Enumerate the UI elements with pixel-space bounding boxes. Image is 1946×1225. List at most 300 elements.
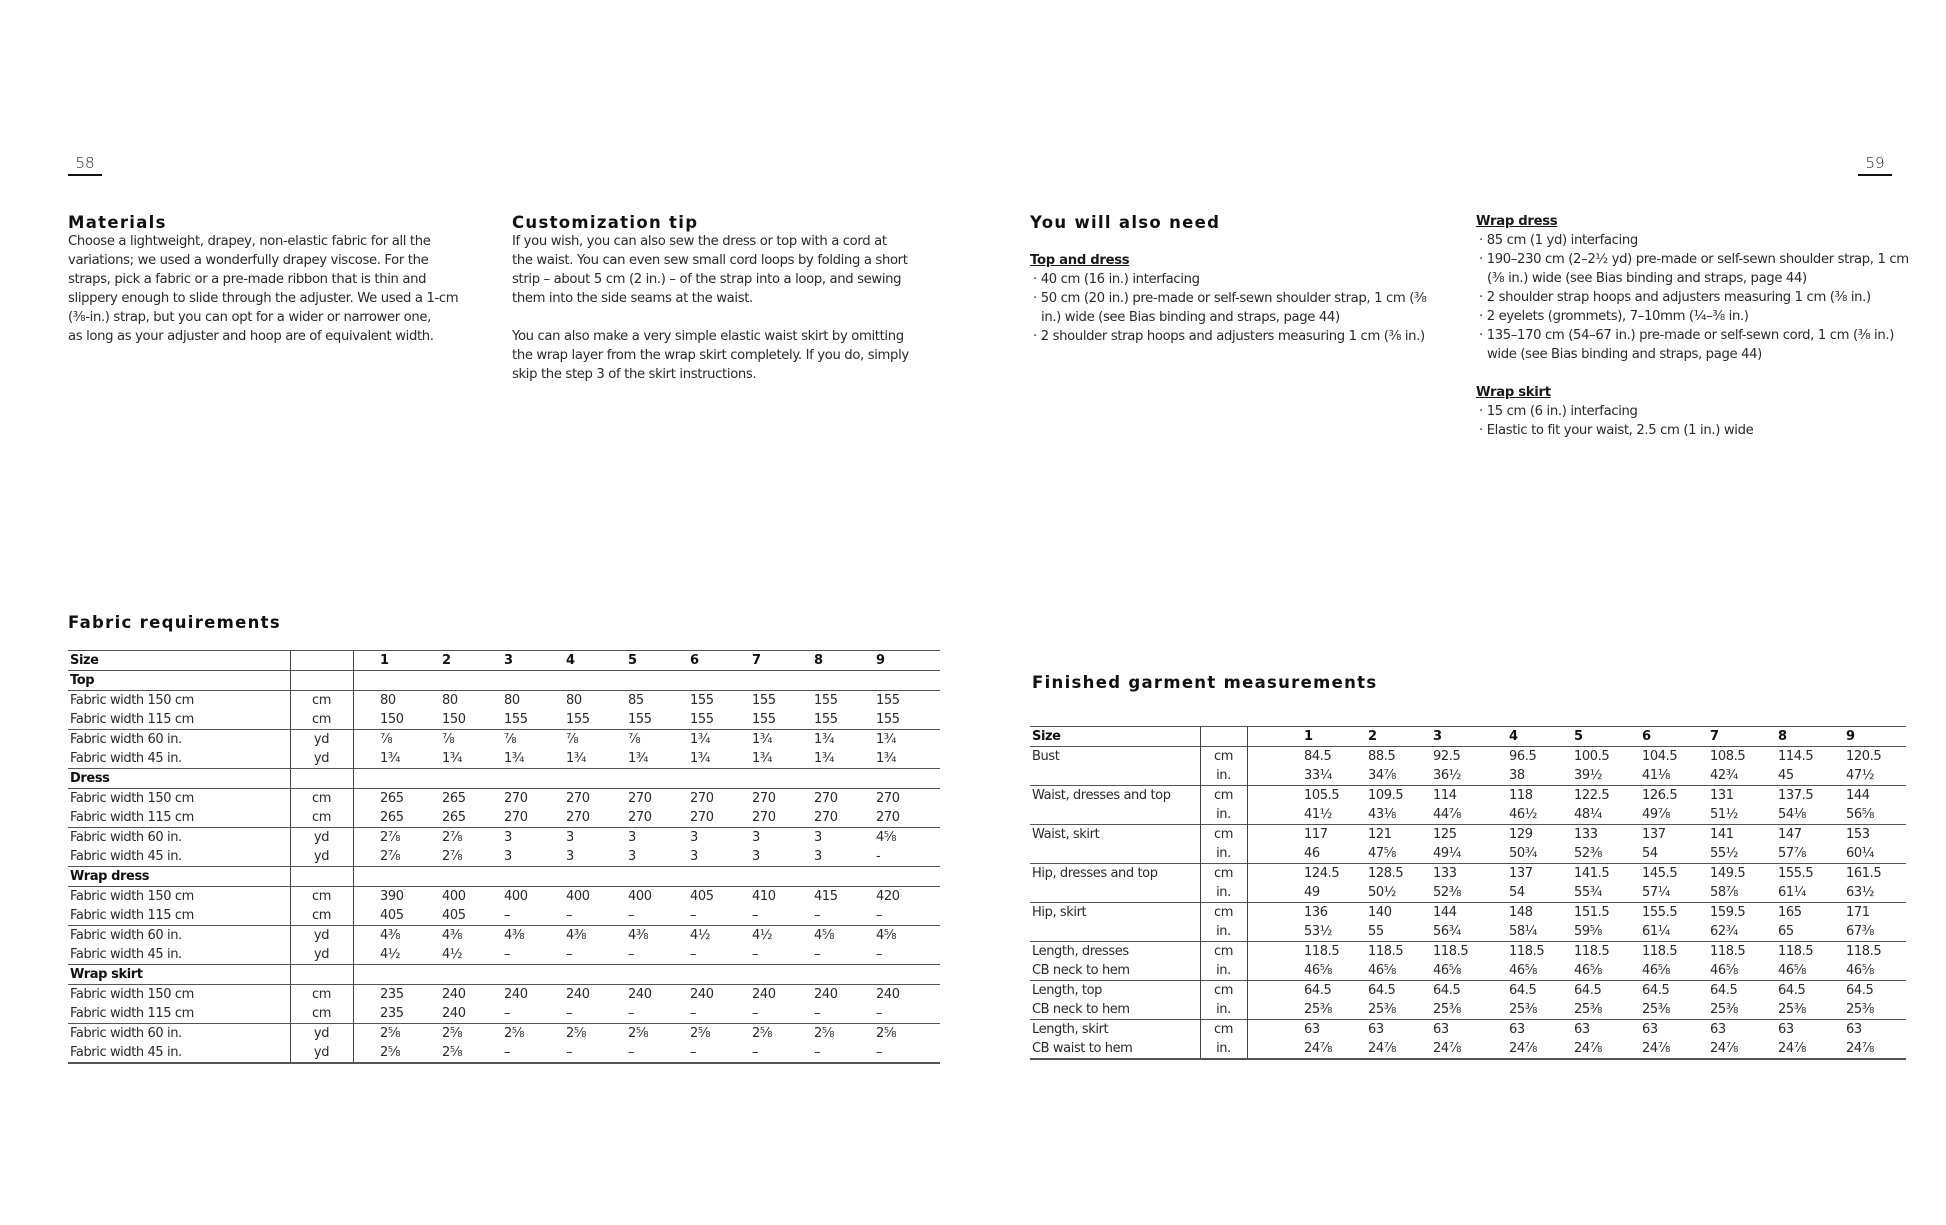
value-cell: ⅞ (624, 730, 686, 750)
measurement-row-in (1030, 883, 1906, 903)
value-cell: 155 (690, 712, 714, 727)
value-cm: 118 (1505, 786, 1570, 806)
value-cell: 3 (562, 828, 624, 848)
value-cm: 161.5 (1842, 864, 1903, 884)
value-cell: 405 (380, 908, 404, 923)
value-cell: – (752, 947, 759, 962)
empty-cell (872, 769, 935, 789)
measurement-row-in (1030, 961, 1906, 981)
size-header: 9 (872, 651, 935, 671)
value-cell: 2⅝ (872, 1024, 935, 1044)
value-in: 62¾ (1710, 924, 1738, 939)
spacer (1247, 942, 1300, 962)
value-cm: 118.5 (1300, 942, 1364, 962)
table-row (68, 730, 940, 750)
value-cell: 155 (628, 712, 652, 727)
value-cell: 80 (438, 691, 500, 711)
value-cm: 118.5 (1570, 942, 1638, 962)
table-row (68, 985, 940, 1005)
empty-cell (562, 671, 624, 691)
spacer (1247, 981, 1300, 1001)
customization-title: Customization tip (512, 213, 699, 232)
value-cell: 3 (748, 828, 810, 848)
value-cell: – (504, 908, 511, 923)
value-cell: 400 (500, 887, 562, 907)
wrap-dress-heading: Wrap dress (1476, 214, 1558, 229)
value-cell: 270 (566, 810, 590, 825)
value-cm: 159.5 (1706, 903, 1774, 923)
spacer (353, 985, 376, 1005)
value-in: 61¼ (1642, 924, 1670, 939)
unit-cell: in. (1200, 922, 1247, 942)
value-in: 24⅞ (1429, 1039, 1505, 1059)
measurement-row-in (1030, 922, 1906, 942)
value-cell: – (876, 908, 883, 923)
value-cm: 136 (1300, 903, 1364, 923)
unit-cell: cm (1200, 1020, 1247, 1040)
unit-cell: in. (1200, 961, 1247, 981)
value-cell: 270 (690, 810, 714, 825)
unit-cell: cm (290, 985, 353, 1005)
value-in: 52⅜ (1433, 885, 1461, 900)
value-in: 24⅞ (1300, 1039, 1364, 1059)
value-in: 49 (1304, 885, 1320, 900)
value-cell: 155 (686, 691, 748, 711)
value-cell: – (628, 908, 635, 923)
size-header: 5 (624, 651, 686, 671)
value-cell: 3 (566, 849, 574, 864)
materials-text (68, 232, 498, 346)
value-cm: 92.5 (1429, 747, 1505, 767)
value-cell: – (752, 1006, 759, 1021)
unit-cell: cm (1200, 942, 1247, 962)
value-cell: 405 (442, 908, 466, 923)
measurement-row-cm (1030, 903, 1906, 923)
value-cell: 270 (810, 789, 872, 809)
spacer (1903, 805, 1906, 825)
unit-cell: in. (1200, 883, 1247, 903)
value-cm: 133 (1429, 864, 1505, 884)
empty-cell (748, 965, 810, 985)
row-label-sub: CB neck to hem (1032, 1002, 1130, 1017)
size-header: 3 (500, 651, 562, 671)
value-in: 53½ (1304, 924, 1332, 939)
value-cell: 240 (810, 985, 872, 1005)
table-row (68, 1004, 940, 1024)
spacer (1903, 1039, 1906, 1059)
size-header: 3 (1429, 727, 1505, 747)
value-cell: 3 (814, 849, 822, 864)
value-cell: – (810, 1043, 872, 1063)
empty-cell (438, 671, 500, 691)
unit-cell: cm (1200, 903, 1247, 923)
value-cell: 1¾ (810, 730, 872, 750)
text-line: You can also make a very simple elastic waist skirt by omitting (512, 329, 904, 344)
measurement-row-in (1030, 1000, 1906, 1020)
value-in: 25⅜ (1846, 1002, 1874, 1017)
unit-cell (290, 671, 353, 691)
value-cell: 270 (752, 810, 776, 825)
value-cell: – (566, 947, 573, 962)
value-in: 51½ (1710, 807, 1738, 822)
value-cm: 151.5 (1570, 903, 1638, 923)
value-cm: 122.5 (1570, 786, 1638, 806)
size-header: 6 (686, 651, 748, 671)
value-in: 55½ (1710, 846, 1738, 861)
value-cell: 1¾ (752, 751, 773, 766)
value-cell: 155 (810, 691, 872, 711)
empty-cell (376, 671, 438, 691)
table-row (68, 828, 940, 848)
page-number-left: 58 (68, 154, 102, 176)
size-header: 2 (1364, 727, 1429, 747)
value-cell: 415 (810, 887, 872, 907)
value-cell: 400 (562, 887, 624, 907)
row-label: Fabric width 150 cm (68, 985, 290, 1005)
value-cm: 64.5 (1774, 981, 1842, 1001)
empty-cell (562, 867, 624, 887)
value-in: 25⅜ (1778, 1002, 1806, 1017)
empty-cell (438, 965, 500, 985)
value-cell: – (628, 1006, 635, 1021)
table-row (68, 887, 940, 907)
size-header: 7 (1706, 727, 1774, 747)
value-cm: 88.5 (1364, 747, 1429, 767)
empty-cell (686, 769, 748, 789)
value-in: 65 (1778, 924, 1794, 939)
spacer (935, 945, 940, 965)
value-cell: 3 (810, 828, 872, 848)
table-row (68, 1024, 940, 1044)
unit-cell: in. (1200, 844, 1247, 864)
spacer (353, 749, 376, 769)
value-cell: 4⅜ (624, 926, 686, 946)
list-item: · 50 cm (20 in.) pre-made or self-sewn shoulder strap, 1 cm (⅜ in.) wide (see Bias binding and straps, page 44) (1030, 289, 1430, 327)
spacer (1247, 844, 1300, 864)
value-in: 54 (1509, 885, 1525, 900)
value-cell: 4½ (380, 947, 401, 962)
spacer (935, 710, 940, 730)
value-in: 25⅜ (1433, 1002, 1461, 1017)
value-cm: 129 (1505, 825, 1570, 845)
spacer (1903, 766, 1906, 786)
value-in: 63½ (1846, 885, 1874, 900)
value-cell: 270 (748, 789, 810, 809)
value-cm: 165 (1774, 903, 1842, 923)
value-cell: – (566, 1006, 573, 1021)
value-cell: – (504, 1006, 511, 1021)
value-in: 46⅝ (1574, 963, 1602, 978)
value-cell: – (624, 1043, 686, 1063)
empty-cell (748, 671, 810, 691)
value-cm: 63 (1505, 1020, 1570, 1040)
value-cell: – (814, 947, 821, 962)
value-cm: 137 (1505, 864, 1570, 884)
list-item: · 40 cm (16 in.) interfacing (1030, 270, 1430, 289)
value-in: 57¼ (1642, 885, 1670, 900)
value-in: 52⅜ (1574, 846, 1602, 861)
value-cell: 1¾ (872, 730, 935, 750)
spacer (1903, 883, 1906, 903)
row-label-sub (1030, 922, 1200, 942)
value-in: 57⅞ (1778, 846, 1806, 861)
value-cell: 3 (690, 849, 698, 864)
unit-cell: cm (1200, 864, 1247, 884)
unit-cell: cm (290, 1004, 353, 1024)
value-cell: 270 (624, 789, 686, 809)
row-label: Length, skirt (1030, 1020, 1200, 1040)
value-cell: 150 (442, 712, 466, 727)
value-in: 58⅞ (1710, 885, 1738, 900)
finished-measurements-table (1030, 726, 1906, 1060)
empty-cell (438, 769, 500, 789)
value-in: 54⅛ (1778, 807, 1806, 822)
value-in: 24⅞ (1774, 1039, 1842, 1059)
unit-cell: yd (290, 926, 353, 946)
row-label: Fabric width 60 in. (68, 926, 290, 946)
value-cell: 2⅝ (438, 1024, 500, 1044)
value-cell: 235 (376, 985, 438, 1005)
value-cm: 108.5 (1706, 747, 1774, 767)
spacer (1903, 825, 1906, 845)
row-label-sub: CB waist to hem (1030, 1039, 1200, 1059)
unit-cell: cm (290, 710, 353, 730)
value-cell: 3 (628, 849, 636, 864)
value-cm: 109.5 (1364, 786, 1429, 806)
value-cell: 270 (872, 789, 935, 809)
value-cell: 410 (748, 887, 810, 907)
value-cm: 63 (1706, 1020, 1774, 1040)
row-label: Fabric width 115 cm (70, 908, 194, 923)
value-cm: 149.5 (1706, 864, 1774, 884)
value-cell: 240 (624, 985, 686, 1005)
value-cell: – (814, 1006, 821, 1021)
value-cm: 121 (1364, 825, 1429, 845)
row-label: Fabric width 115 cm (70, 810, 194, 825)
unit-cell: cm (290, 808, 353, 828)
unit-header (290, 651, 353, 671)
materials-line: variations; we used a wonderfully drapey viscose. For the (68, 253, 429, 268)
value-in: 43⅛ (1368, 807, 1396, 822)
row-label: Bust (1030, 747, 1200, 767)
unit-cell (290, 867, 353, 887)
value-cm: 118.5 (1364, 942, 1429, 962)
value-cell: 265 (376, 789, 438, 809)
value-cm: 63 (1300, 1020, 1364, 1040)
value-in: 25⅜ (1509, 1002, 1537, 1017)
value-cm: 155.5 (1774, 864, 1842, 884)
measurement-row-in (1030, 805, 1906, 825)
value-cm: 118.5 (1706, 942, 1774, 962)
row-label: Fabric width 60 in. (68, 1024, 290, 1044)
table-row (68, 691, 940, 711)
value-cell: 240 (442, 1006, 466, 1021)
empty-cell (686, 965, 748, 985)
empty-cell (624, 769, 686, 789)
spacer (353, 769, 376, 789)
size-label: Size (1030, 727, 1200, 747)
value-cell: 155 (566, 712, 590, 727)
value-cell: 240 (438, 985, 500, 1005)
unit-cell: yd (290, 828, 353, 848)
value-cell: 4⅜ (376, 926, 438, 946)
value-cell: – (690, 908, 697, 923)
value-cell: 2⅝ (686, 1024, 748, 1044)
value-cell: 85 (624, 691, 686, 711)
unit-cell: in. (1200, 1039, 1247, 1059)
row-label: Hip, skirt (1030, 903, 1200, 923)
list-item: · 15 cm (6 in.) interfacing (1476, 402, 1916, 421)
spacer (935, 847, 940, 867)
value-cell: ⅞ (500, 730, 562, 750)
value-cm: 64.5 (1842, 981, 1903, 1001)
value-in: 46⅝ (1368, 963, 1396, 978)
value-cm: 118.5 (1774, 942, 1842, 962)
spacer (1247, 727, 1300, 747)
spacer (935, 1004, 940, 1024)
spacer (935, 1043, 940, 1063)
empty-cell (438, 867, 500, 887)
spacer (935, 651, 940, 671)
value-cell: 1¾ (814, 751, 835, 766)
value-cell: 270 (686, 789, 748, 809)
size-header: 8 (1774, 727, 1842, 747)
value-cell: – (814, 908, 821, 923)
spacer (935, 749, 940, 769)
unit-cell: in. (1200, 766, 1247, 786)
value-cm: 114.5 (1774, 747, 1842, 767)
value-cell: 270 (628, 810, 652, 825)
value-cm: 105.5 (1300, 786, 1364, 806)
value-in: 34⅞ (1368, 768, 1396, 783)
group-row (68, 671, 940, 691)
value-cell: ⅞ (438, 730, 500, 750)
text-line: them into the side seams at the waist. (512, 291, 753, 306)
spacer (353, 808, 376, 828)
materials-line: as long as your adjuster and hoop are of equivalent width. (68, 329, 434, 344)
value-in: 56⅝ (1846, 807, 1874, 822)
list-item: · 190–230 cm (2–2½ yd) pre-made or self-sewn shoulder strap, 1 cm (⅜ in.) wide (see Bias binding and straps, page 44) (1476, 250, 1916, 288)
value-cell: 2⅞ (438, 828, 500, 848)
table-row (68, 808, 940, 828)
value-cm: 155.5 (1638, 903, 1706, 923)
value-cell: 4⅝ (872, 828, 935, 848)
empty-cell (376, 965, 438, 985)
value-cell: – (500, 1043, 562, 1063)
value-cell: 4⅜ (500, 926, 562, 946)
value-in: 24⅞ (1364, 1039, 1429, 1059)
spacer (1247, 786, 1300, 806)
measurement-row-in (1030, 844, 1906, 864)
spacer (1903, 1020, 1906, 1040)
value-cell: – (566, 908, 573, 923)
wrap-dress-list (1476, 231, 1916, 364)
also-need-title: You will also need (1030, 213, 1221, 232)
empty-cell (500, 769, 562, 789)
value-cell: 2⅞ (376, 828, 438, 848)
fabric-requirements-table (68, 650, 940, 1064)
measurement-row-cm (1030, 864, 1906, 884)
customization-para1 (512, 232, 952, 308)
value-in: 24⅞ (1505, 1039, 1570, 1059)
empty-cell (810, 867, 872, 887)
value-cm: 100.5 (1570, 747, 1638, 767)
value-cell: 155 (748, 691, 810, 711)
text-line: skip the step 3 of the skirt instructions. (512, 367, 757, 382)
value-in: 25⅜ (1368, 1002, 1396, 1017)
value-in: 39½ (1574, 768, 1602, 783)
value-cell: 1¾ (566, 751, 587, 766)
unit-cell: cm (1200, 786, 1247, 806)
spacer (1247, 922, 1300, 942)
value-in: 46 (1304, 846, 1320, 861)
empty-cell (500, 965, 562, 985)
empty-cell (935, 769, 940, 789)
materials-line: slippery enough to slide through the adjuster. We used a 1-cm (68, 291, 459, 306)
value-cell: 4⅝ (872, 926, 935, 946)
value-cell: – (752, 908, 759, 923)
value-cm: 140 (1364, 903, 1429, 923)
value-in: 55 (1368, 924, 1384, 939)
value-in: 46⅝ (1304, 963, 1332, 978)
value-in: 41⅛ (1642, 768, 1670, 783)
spacer (1903, 1000, 1906, 1020)
value-cell: ⅞ (376, 730, 438, 750)
spacer (1903, 942, 1906, 962)
value-in: 46½ (1509, 807, 1537, 822)
spacer (1903, 786, 1906, 806)
size-header: 4 (562, 651, 624, 671)
value-cell: 2⅝ (810, 1024, 872, 1044)
row-label: Fabric width 45 in. (70, 849, 182, 864)
value-in: 67⅜ (1846, 924, 1874, 939)
value-in: 49⅞ (1642, 807, 1670, 822)
value-cm: 144 (1842, 786, 1903, 806)
value-cell: 270 (814, 810, 838, 825)
value-in: 46⅝ (1509, 963, 1537, 978)
spacer (935, 789, 940, 809)
unit-cell: yd (290, 847, 353, 867)
value-in: 36½ (1433, 768, 1461, 783)
top-and-dress-heading: Top and dress (1030, 253, 1130, 268)
customization-text (512, 232, 952, 384)
spacer (1247, 883, 1300, 903)
size-header: 4 (1505, 727, 1570, 747)
value-cell: 400 (624, 887, 686, 907)
row-label: Waist, skirt (1030, 825, 1200, 845)
group-name: Dress (68, 769, 290, 789)
value-in: 25⅜ (1710, 1002, 1738, 1017)
spacer (1247, 864, 1300, 884)
unit-cell: in. (1200, 805, 1247, 825)
value-cm: 120.5 (1842, 747, 1903, 767)
spacer (353, 789, 376, 809)
value-cell: 2⅞ (380, 849, 401, 864)
value-cm: 63 (1429, 1020, 1505, 1040)
finished-measurements-title: Finished garment measurements (1032, 673, 1378, 692)
spacer (935, 887, 940, 907)
value-cm: 128.5 (1364, 864, 1429, 884)
spacer (1247, 805, 1300, 825)
value-in: 42¾ (1710, 768, 1738, 783)
value-cell: – (872, 1043, 935, 1063)
value-in: 45 (1778, 768, 1794, 783)
value-cell: 150 (380, 712, 404, 727)
spacer (353, 926, 376, 946)
value-cell: 2⅞ (442, 849, 463, 864)
list-item: · 135–170 cm (54–67 in.) pre-made or self-sewn cord, 1 cm (⅜ in.) wide (see Bias binding and straps, page 44) (1476, 326, 1916, 364)
value-cm: 144 (1429, 903, 1505, 923)
